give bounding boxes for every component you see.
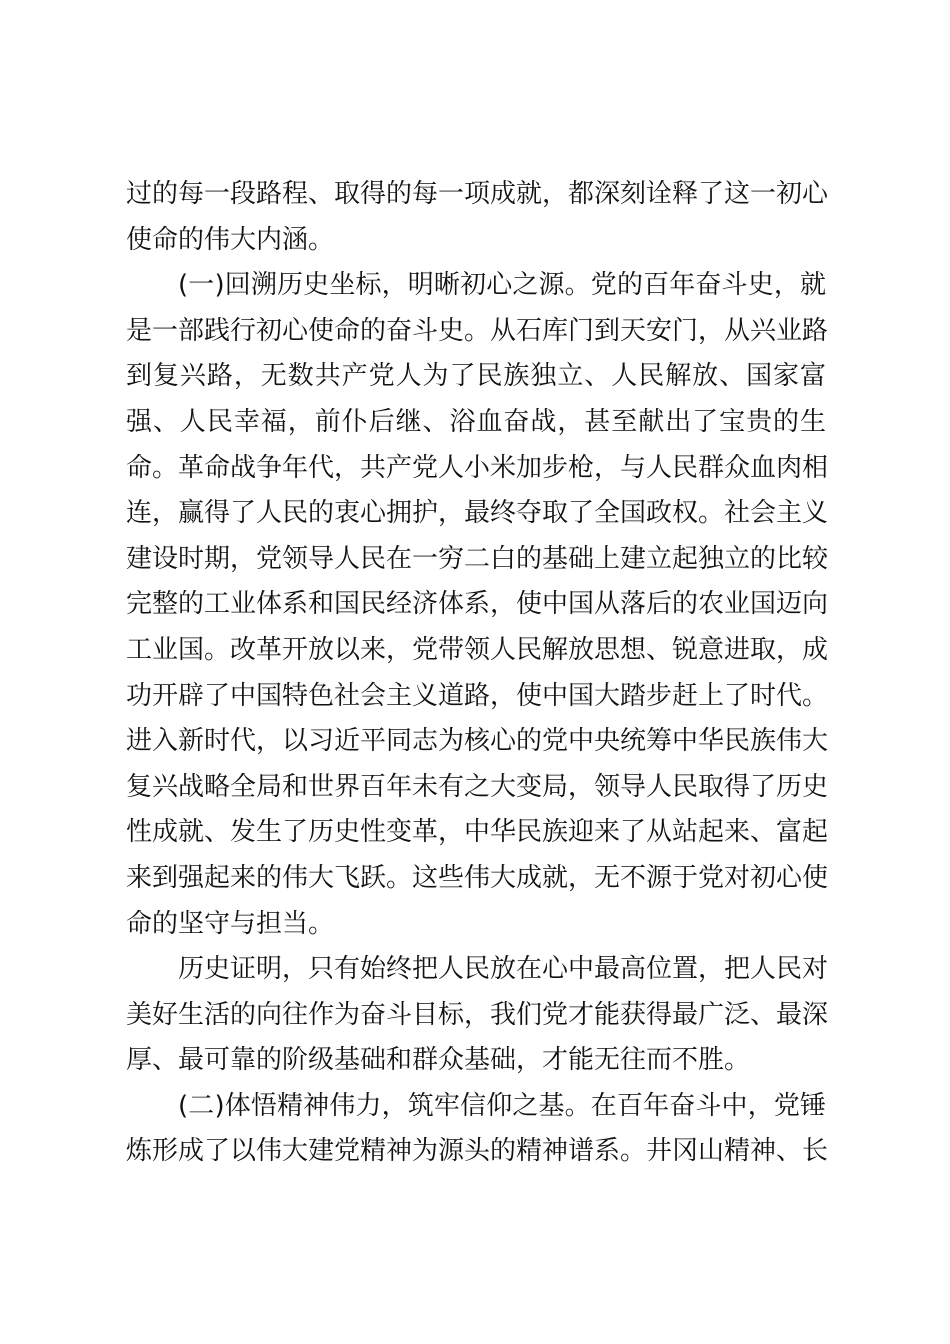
text-line: 来到强起来的伟大飞跃。这些伟大成就，无不源于党对初心使 [126, 862, 829, 893]
text-line: 厚、最可靠的阶级基础和群众基础，才能无往而不胜。 [126, 1045, 751, 1076]
text-line: 连，赢得了人民的衷心拥护，最终夺取了全国政权。社会主义 [126, 498, 829, 529]
text-line: 命。革命战争年代，共产党人小米加步枪，与人民群众血肉相 [126, 452, 829, 483]
text-line: 进入新时代，以习近平同志为核心的党中央统筹中华民族伟大 [126, 726, 829, 757]
text-line: 性成就、发生了历史性变革，中华民族迎来了从站起来、富起 [126, 817, 829, 848]
text-line: 工业国。改革开放以来，党带领人民解放思想、锐意进取，成 [126, 634, 829, 665]
text-line: 到复兴路，无数共产党人为了民族独立、人民解放、国家富 [126, 361, 826, 392]
text-line: 强、人民幸福，前仆后继、浴血奋战，甚至献出了宝贵的生 [126, 406, 826, 437]
paragraph-heading-line: (二)体悟精神伟力，筑牢信仰之基。在百年奋斗中，党锤 [178, 1090, 826, 1121]
text-line: 建设时期，党领导人民在一穷二白的基础上建立起独立的比较 [126, 543, 829, 574]
text-line: 使命的伟大内涵。 [126, 224, 335, 255]
text-line: 是一部践行初心使命的奋斗史。从石库门到天安门，从兴业路 [126, 315, 829, 346]
paragraph-heading-line: (一)回溯历史坐标，明晰初心之源。党的百年奋斗史，就 [178, 270, 826, 301]
text-line: 完整的工业体系和国民经济体系，使中国从落后的农业国迈向 [126, 589, 829, 620]
text-line: 过的每一段路程、取得的每一项成就，都深刻诠释了这一初心 [126, 179, 829, 209]
paragraph-start-line: 历史证明，只有始终把人民放在心中最高位置，把人民对 [178, 954, 829, 985]
body-text [126, 172, 829, 1175]
text-line: 美好生活的向往作为奋斗目标，我们党才能获得最广泛、最深 [126, 999, 829, 1030]
text-line: 复兴战略全局和世界百年未有之大变局，领导人民取得了历史 [126, 771, 829, 802]
text-line: 命的坚守与担当。 [126, 908, 335, 939]
text-line: 功开辟了中国特色社会主义道路，使中国大踏步赶上了时代。 [126, 680, 829, 711]
text-line: 炼形成了以伟大建党精神为源头的精神谱系。井冈山精神、长 [126, 1136, 829, 1167]
